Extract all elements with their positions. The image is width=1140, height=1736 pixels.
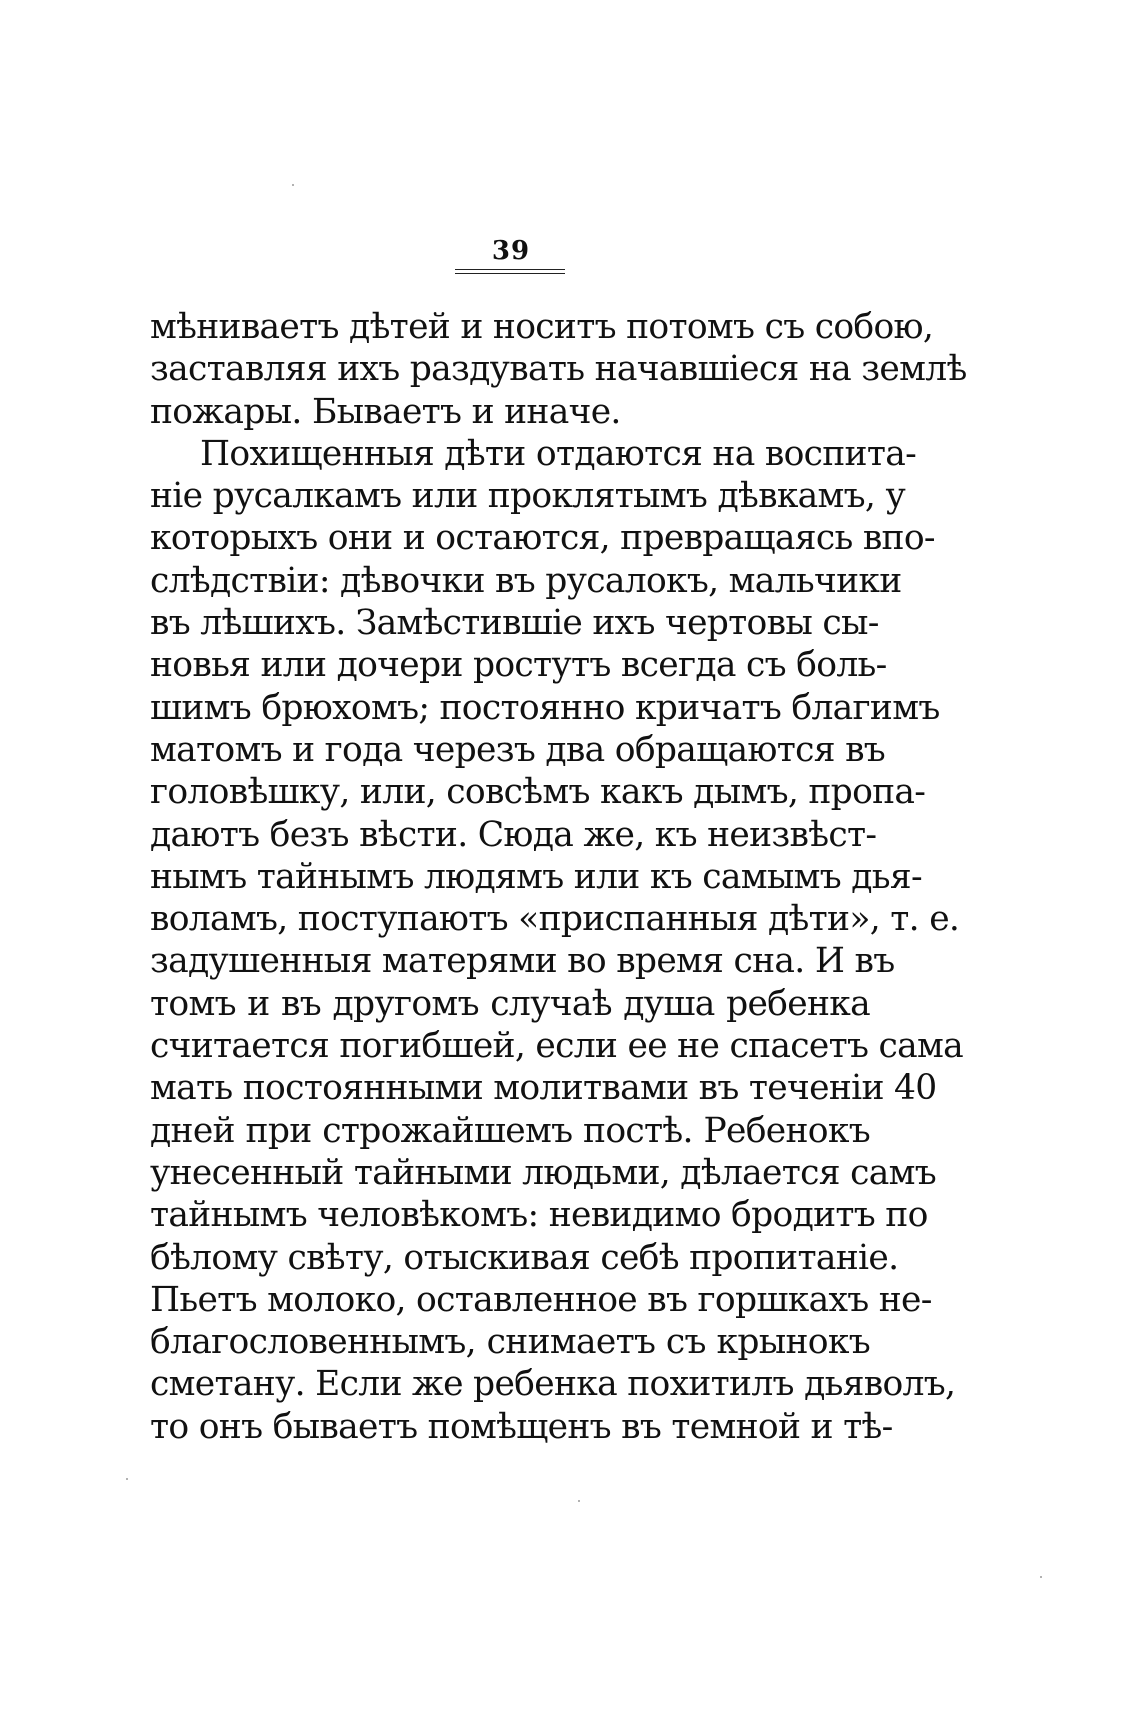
paper-speck <box>578 1500 580 1502</box>
text-line: матомъ и года черезъ два обращаются въ <box>150 729 886 770</box>
paper-speck <box>126 1478 128 1480</box>
text-line: унесенный тайными людьми, дѣлается самъ <box>150 1152 936 1193</box>
body-text <box>150 306 967 1448</box>
text-line: шимъ брюхомъ; постоянно кричатъ благимъ <box>150 687 940 728</box>
text-line: считается погибшей, если ее не спасетъ сама <box>150 1026 963 1067</box>
text-line: которыхъ они и остаются, превращаясь впо- <box>150 518 935 559</box>
text-line: воламъ, поступаютъ «приспанныя дѣти», т. е. <box>150 899 960 940</box>
text-line: мѣниваетъ дѣтей и носитъ потомъ съ собою, <box>150 307 934 347</box>
text-line: благословеннымъ, снимаетъ съ крынокъ <box>150 1322 870 1363</box>
text-line: заставляя ихъ раздувать начавшіеся на землѣ <box>150 349 967 390</box>
text-line: задушенныя матерями во время сна. И въ <box>150 941 895 982</box>
text-line: тайнымъ человѣкомъ: невидимо бродитъ по <box>150 1195 928 1236</box>
text-line: головѣшку, или, совсѣмъ какъ дымъ, пропа- <box>150 772 926 813</box>
text-line: Похищенныя дѣти отдаются на воспита- <box>200 433 917 474</box>
text-line: то онъ бываетъ помѣщенъ въ темной и тѣ- <box>150 1406 893 1447</box>
text-line: пожары. Бываетъ и иначе. <box>150 391 621 432</box>
text-line: ніе русалкамъ или проклятымъ дѣвкамъ, у <box>150 476 906 517</box>
text-line: нымъ тайнымъ людямъ или къ самымъ дья- <box>150 856 922 897</box>
text-line: томъ и въ другомъ случаѣ душа ребенка <box>150 983 870 1024</box>
text-line: слѣдствіи: дѣвочки въ русалокъ, мальчики <box>150 560 902 601</box>
text-line: въ лѣшихъ. Замѣстившіе ихъ чертовы сы- <box>150 603 879 644</box>
text-line: Пьетъ молоко, оставленное въ горшкахъ не- <box>150 1279 932 1320</box>
page-number-rule <box>455 269 565 274</box>
text-line: даютъ безъ вѣсти. Сюда же, къ неизвѣст- <box>150 814 877 855</box>
paper-speck <box>1040 1576 1042 1578</box>
paper-speck <box>292 184 294 186</box>
text-line: сметану. Если же ребенка похитилъ дьяволъ, <box>150 1364 956 1405</box>
page-number: 39 <box>491 236 531 266</box>
text-line: новья или дочери ростутъ всегда съ боль- <box>150 645 887 686</box>
text-line: дней при строжайшемъ постѣ. Ребенокъ <box>150 1110 870 1151</box>
text-line: бѣлому свѣту, отыскивая себѣ пропитаніе. <box>150 1237 899 1278</box>
text-line: мать постоянными молитвами въ теченіи 40 <box>150 1068 937 1109</box>
